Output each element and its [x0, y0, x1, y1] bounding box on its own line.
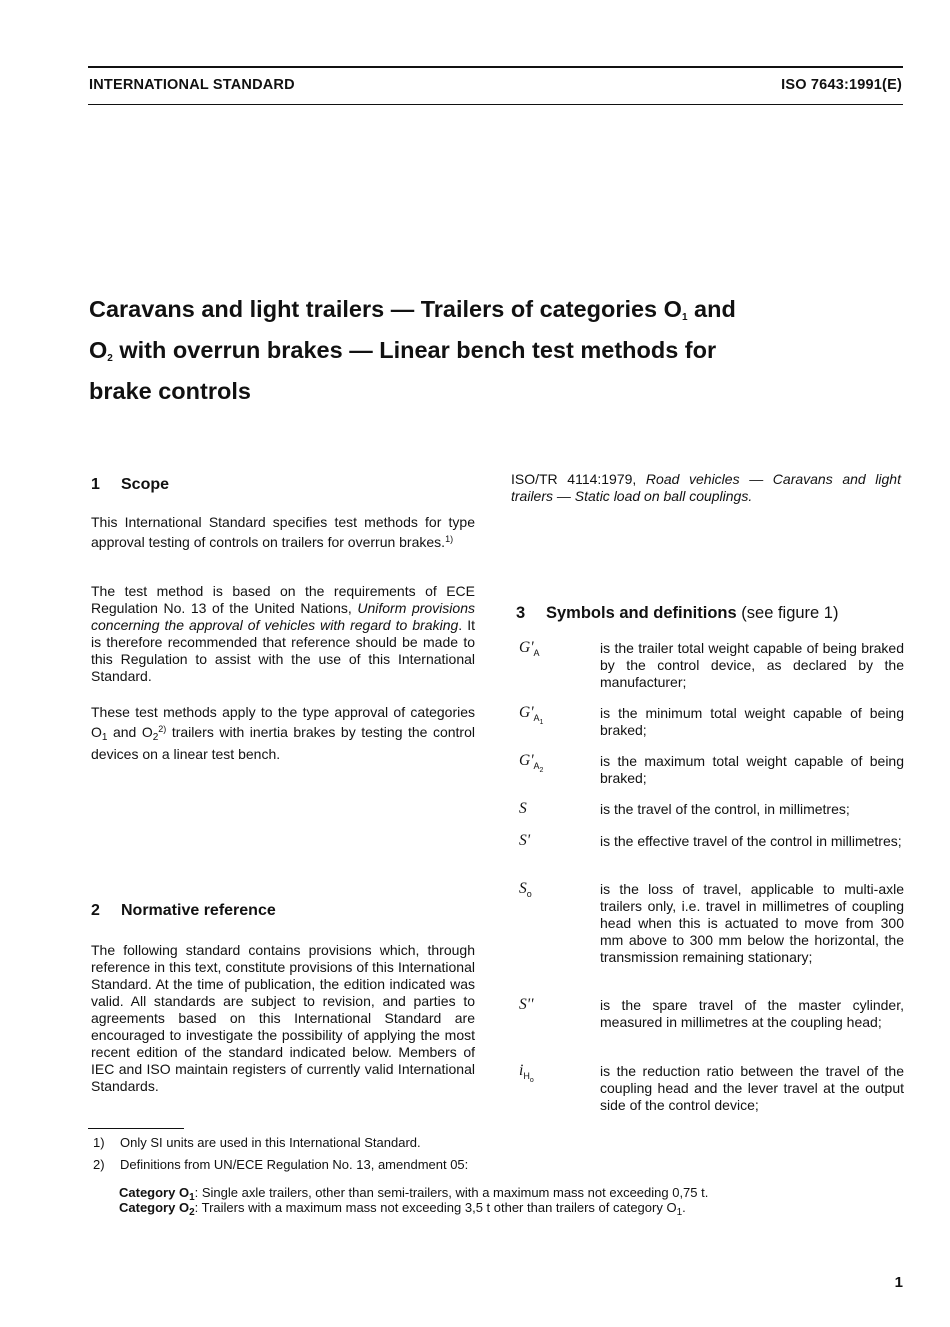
normative-reference-entry: ISO/TR 4114:1979, Road vehicles — Caravans and light trailers — Static load on ball couplings.	[511, 471, 901, 504]
symbol-definition: is the effective travel of the control in millimetres;	[600, 833, 902, 849]
document-title	[89, 293, 889, 407]
title-line-2: $O_2$ with overrun brakes — Linear bench test methods for	[89, 337, 717, 364]
symbol: $G'_A$	[519, 639, 540, 659]
section-3-heading: 3 Symbols and definitions (see figure 1)	[516, 604, 839, 622]
symbol-definition: is the maximum total weight capable of being braked;	[600, 753, 904, 786]
scope-paragraph-1: This International Standard specifies test methods for type approval testing of controls on trailers for overrun brakes.$^{1)}$	[91, 514, 475, 550]
symbol-definition: is the reduction ratio between the travel of the coupling head and the lever travel at the output side of the control device;	[600, 1063, 904, 1113]
symbol-definition: is the loss of travel, applicable to multi-axle trailers only, i.e. travel in millimetres of coupling head when this is actuated to move from 300 mm above to 300 mm below the horizontal, the transmission remaining stationary;	[600, 881, 904, 965]
symbol: $G'_{A_2}$	[519, 752, 544, 774]
section-2-heading: 2 Normative reference	[91, 902, 276, 919]
header-left: INTERNATIONAL STANDARD	[89, 77, 295, 93]
page-number: 1	[894, 1274, 903, 1291]
symbol: $S_o$	[519, 880, 532, 900]
symbol: $i_{H_o}$	[519, 1062, 534, 1084]
footnote-2: 2) Definitions from UN/ECE Regulation No. 13, amendment 05:	[93, 1157, 469, 1172]
symbol: S	[519, 800, 527, 817]
symbol-definition: is the trailer total weight capable of being braked by the control device, as declared by the manufacturer;	[600, 640, 904, 690]
normative-paragraph: The following standard contains provisions which, through reference in this text, constitute provisions of this International Standard. At the time of publication, the edition indicated was valid. All standards are subject to revision, and parties to agreements based on this International Standard are encouraged to investigate the possibility of applying the most recent edition of the standard indicated below. Members of IEC and ISO maintain registers of currently valid International Standards.	[91, 942, 475, 1094]
footnote-rule	[88, 1128, 184, 1129]
header-bottom-rule	[88, 104, 903, 105]
title-line-3: brake controls	[89, 378, 251, 404]
title-line-1: Caravans and light trailers — Trailers of categories $O_1$ and	[89, 296, 736, 323]
section-1-heading: 1 Scope	[91, 476, 170, 493]
footnote-category-o1: Category $O_1$: Single axle trailers, other than semi-trailers, with a maximum mass not exceeding 0,75 t.	[119, 1185, 709, 1203]
symbol: S''	[519, 996, 534, 1013]
footnote-1: 1) Only SI units are used in this International Standard.	[93, 1135, 421, 1150]
scope-paragraph-2: The test method is based on the requirements of ECE Regulation No. 13 of the United Nations, Uniform provisions concerning the approval of vehicles with regard to braking. It is therefore recommended that reference should be made to this Regulation to assist with the use of this International Standard.	[91, 583, 476, 684]
symbol-definition: is the minimum total weight capable of being braked;	[600, 705, 904, 738]
scope-paragraph-3: These test methods apply to the type approval of categories $O_1$ and $O_2^{2)}$ trailers with inertia brakes by testing the control devices on a linear test bench.	[91, 704, 475, 762]
symbol: $G'_{A_1}$	[519, 704, 544, 726]
symbol-definition: is the travel of the control, in millimetres;	[600, 801, 850, 817]
header-top-rule	[88, 66, 903, 68]
symbol-definition: is the spare travel of the master cylinder, measured in millimetres at the coupling head;	[600, 997, 904, 1030]
symbol: S'	[519, 832, 531, 849]
footnote-category-o2: Category $O_2$: Trailers with a maximum mass not exceeding 3,5 t other than trailers of category $O_1$.	[119, 1200, 686, 1218]
header-right: ISO 7643:1991(E)	[781, 77, 902, 93]
